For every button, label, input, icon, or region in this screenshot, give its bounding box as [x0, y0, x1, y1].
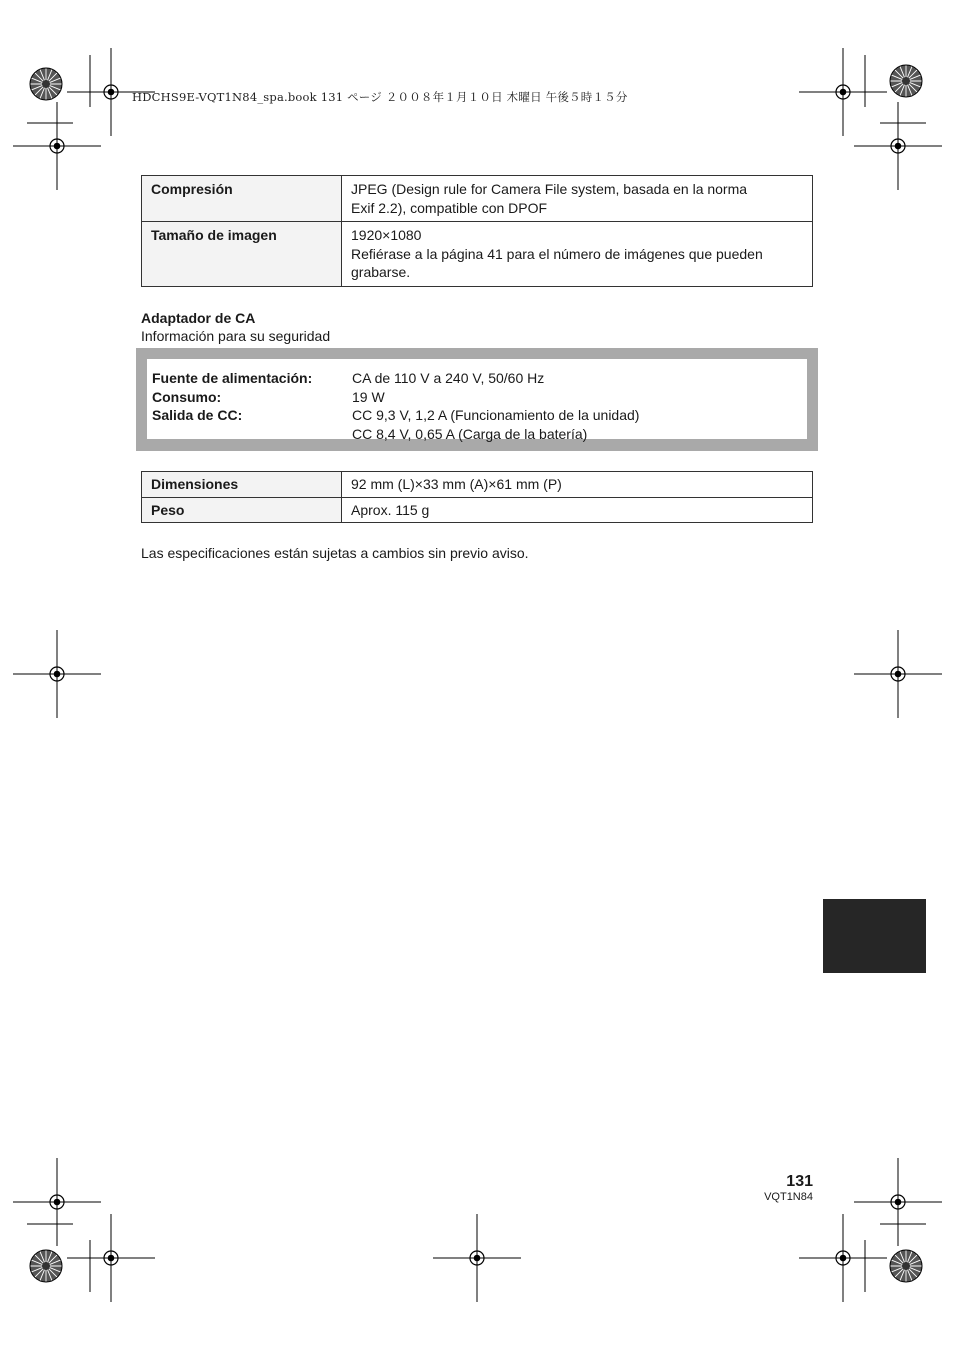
specs-table-image [141, 175, 813, 287]
safety-info-content [147, 359, 807, 442]
spec-value-line: grabarse. [351, 264, 411, 280]
spec-value-weight: Aprox. 115 g [342, 497, 813, 523]
model-code: VQT1N84 [764, 1191, 813, 1203]
adapter-section-subtitle: Información para su seguridad [141, 328, 331, 344]
safety-value: CC 8,4 V, 0,65 A (Carga de la batería) [352, 425, 588, 442]
specs-disclaimer: Las especificaciones están sujetas a cambios sin previo aviso. [141, 545, 529, 561]
spec-label-dimensions: Dimensiones [142, 472, 342, 498]
spec-value-line: 1920×1080 [351, 227, 422, 243]
safety-key: Salida de CC: [152, 407, 243, 423]
spec-value-dimensions: 92 mm (L)×33 mm (A)×61 mm (P) [342, 472, 813, 498]
spec-value-line: Refiérase a la página 41 para el número de imágenes que pueden [351, 245, 763, 262]
table-row [142, 472, 813, 498]
table-row [142, 497, 813, 523]
safety-key: Consumo: [152, 388, 222, 405]
spec-value-line: JPEG (Design rule for Camera File system, basada en la norma [351, 181, 748, 197]
specs-table-physical [141, 471, 813, 523]
spec-value-line: Exif 2.2), compatible con DPOF [351, 199, 548, 216]
safety-key: Fuente de alimentación: [152, 370, 313, 386]
safety-value: CA de 110 V a 240 V, 50/60 Hz [352, 370, 545, 386]
spec-label-image-size: Tamaño de imagen [142, 222, 342, 287]
safety-info-box [136, 348, 818, 451]
table-row [142, 176, 813, 222]
spec-value-image-size [342, 222, 813, 287]
page-number: 131 [786, 1173, 813, 1190]
adapter-section-title: Adaptador de CA [141, 310, 256, 326]
spec-label-weight: Peso [142, 497, 342, 523]
safety-value: CC 9,3 V, 1,2 A (Funcionamiento de la unidad) [352, 407, 640, 423]
spec-value-compression [342, 176, 813, 222]
table-row [142, 222, 813, 287]
print-header: HDCHS9E-VQT1N84_spa.book 131 ページ ２００８年１月１０日 木曜日 午後５時１５分 [132, 90, 628, 104]
safety-value: 19 W [352, 388, 385, 405]
spec-label-compression: Compresión [142, 176, 342, 222]
chapter-tab [823, 899, 926, 973]
